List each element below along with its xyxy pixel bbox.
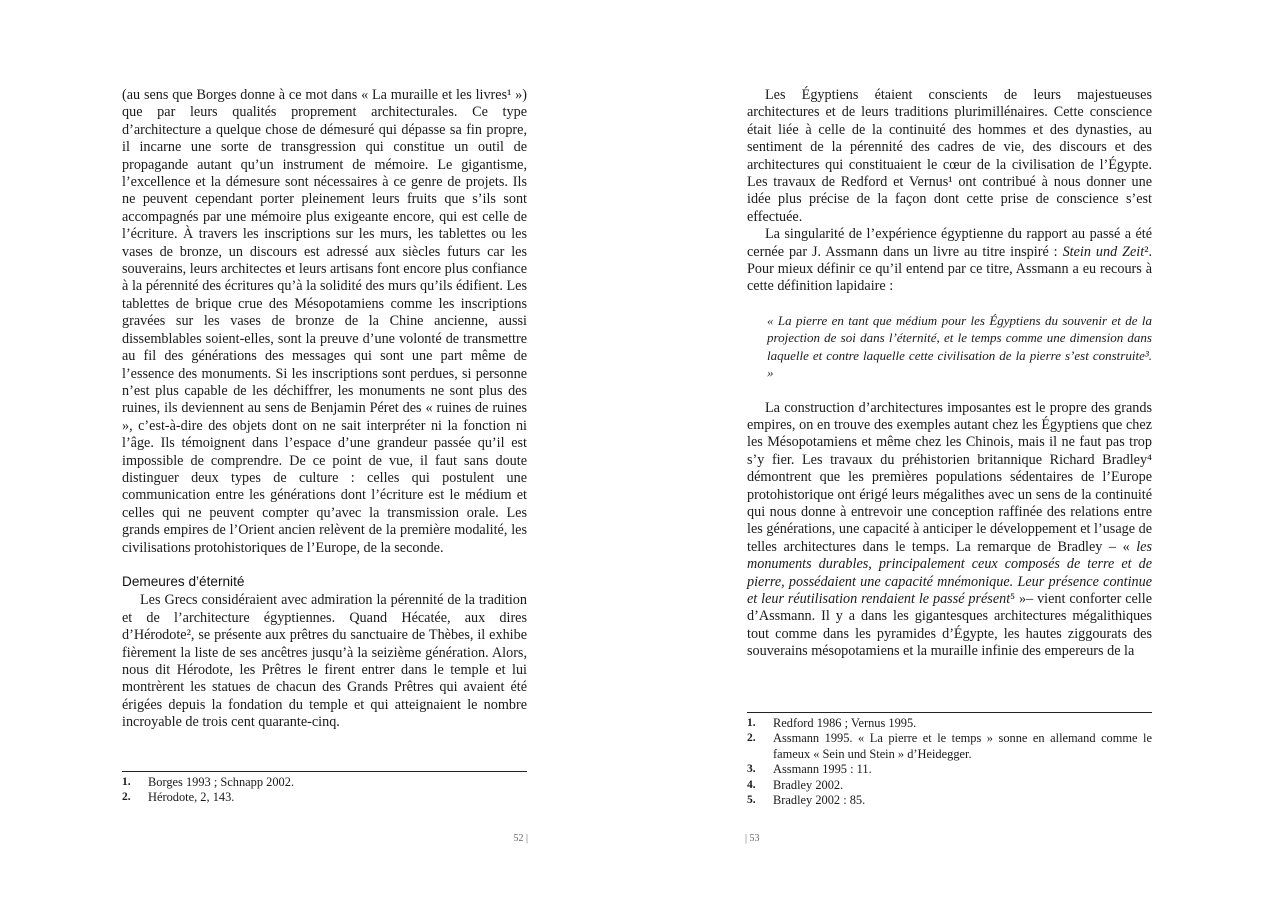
footnote-text: Assmann 1995 : 11.: [773, 762, 872, 777]
footnote-number: 1.: [122, 776, 131, 788]
footnote-text: Bradley 2002 : 85.: [773, 793, 866, 808]
quoted-passage: les monuments durables, principalement ceux composés de terre et de pierre, possédaient une capacité mnémonique. Leur présence continue et leur réutilisation rendaient le passé présent: [747, 538, 1152, 607]
page-number: | 53: [745, 833, 760, 844]
footnote-text: Assmann 1995. « La pierre et le temps » sonne en allemand comme le fameux « Sein und Stein » d’Heidegger.: [773, 731, 1152, 761]
footnote-text: Hérodote, 2, 143.: [148, 790, 235, 805]
footnote: [747, 716, 1152, 731]
footnote-number: 2.: [747, 732, 756, 745]
footnote-number: 5.: [747, 794, 756, 807]
footnote: [747, 793, 1152, 808]
body-paragraph: [747, 400, 1152, 661]
footnote: [747, 731, 1152, 762]
footnote-rule: [122, 771, 527, 772]
paragraph-text: La construction d’architectures imposantes est le propre des grands empires, on en trouve des exemples autant chez les Égyptiens que chez les Mésopotamiens et même chez les Chinois, mais il ne faut pas trop s’y fier. Les travaux du préhistorien britannique Richard Bradley⁴ démontrent que les premières populations sédentaires de l’Europe protohistorique ont érigé leurs mégalithes avec un sens de la continuité qui nous donne à entrevoir une conception raffinée des relations entre les générations, une capacité à anticiper le développement et l’usage de telles architectures dans le temps. La remarque de Bradley – «: [747, 399, 1152, 555]
footnotes: [747, 712, 1152, 808]
footnote-rule: [747, 712, 1152, 713]
footnote: [122, 775, 527, 790]
block-quote: « La pierre en tant que médium pour les Égyptiens du souvenir et de la projection de soi dans l’éternité, et le temps comme une dimension dans laquelle et contre laquelle cette civilisation de la pierre s’est construite³. »: [767, 312, 1152, 381]
paragraph-text: ². Pour mieux définir ce qu’il entend par ce titre, Assmann a eu recours à cette définition lapidaire :: [747, 243, 1152, 295]
page-number: 52 |: [513, 833, 528, 844]
paragraph-text: ⁵ »– vient conforter celle d’Assmann. Il y a dans les gigantesques architectures mégalithiques tout comme dans les pyramides d’Égypte, les hautes ziggourats des souverains mésopotamiens et la muraille infinie des empereurs de la: [747, 590, 1152, 660]
body-paragraph: (au sens que Borges donne à ce mot dans « La muraille et les livres¹ ») que par leurs qualités proprement architecturales. Ce type d’architecture a quelque chose de démesuré qui dépasse sa fin propre, il incarne une sorte de transgression qui constitue un outil de propagande autant qu’un instrument de mémoire. Le gigantisme, l’excellence et la démesure sont nécessaires à ce genre de projets. Ils ne peuvent cependant porter pleinement leurs fruits que s’ils sont accompagnés par une mémoire plus exigeante encore, qui est celle de l’écriture. À travers les inscriptions sur les murs, les tablettes ou les vases de bronze, un discours est adressé aux siècles futurs car les souverains, leurs architectes et leurs artisans font encore plus confiance à la pérennité des écritures qu’à la solidité des murs qu’ils édifient. Les tablettes de brique crue des Mésopotamiens comme les inscriptions gravées sur les vases de bronze de la Chine ancienne, aussi dissemblables soient-elles, sont la preuve d’une volonté de transmettre au fil des générations des messages qui sont une part même de l’essence des monuments. Si les inscriptions sont perdues, si personne n’est plus capable de les déchiffrer, les monuments ne sont plus des ruines, ils deviennent au sens de Benjamin Péret des « ruines de ruines », c’est-à-dire des objets dont on ne sait interpréter ni la fonction ni l’âge. Ils témoignent dans l’espace d’une grandeur passée qu’il est impossible de comprendre. De ce point de vue, il faut sans doute distinguer deux types de culture : celles qui postulent une communication entre les générations dont l’écriture est le médium et celles qui ne peuvent compter qu’avec la transmission orale. Les grands empires de l’Orient ancien relèvent de la première modalité, les civilisations protohistoriques de l’Europe, de la seconde.: [122, 87, 527, 556]
footnote-text: Borges 1993 ; Schnapp 2002.: [148, 775, 295, 789]
left-text-column: [122, 87, 527, 732]
footnote-number: 4.: [747, 778, 756, 791]
paragraph-text: La singularité de l’expérience égyptienne du rapport au passé a été cernée par J. Assmann dans un livre au titre inspiré :: [747, 226, 1152, 260]
footnote-number: 2.: [122, 791, 131, 804]
footnote: [747, 762, 1152, 777]
footnotes: [122, 771, 527, 806]
section-heading: Demeures d’éternité: [122, 573, 245, 589]
right-text-column: [747, 87, 1152, 661]
footnote: [747, 778, 1152, 793]
footnote: [122, 790, 527, 805]
footnote-number: 1.: [747, 717, 756, 729]
footnote-text: Bradley 2002.: [773, 777, 844, 792]
body-paragraph: Les Grecs considéraient avec admiration la pérennité de la tradition et de l’architecture égyptiennes. Quand Hécatée, aux dires d’Hérodote², se présente aux prêtres du sanctuaire de Thèbes, il exhibe fièrement la liste de ses ancêtres jusqu’à la seizième génération. Alors, nous dit Hérodote, les Prêtres le firent entrer dans le temple et lui montrèrent les statues de chacun des Grands Prêtres qui avaient été érigées depuis la fondation du temple et qui atteignaient le nombre incroyable de trois cent quarante-cinq.: [122, 592, 527, 731]
book-title: Stein und Zeit: [1062, 243, 1145, 260]
footnote-number: 3.: [747, 763, 756, 776]
right-page: [636, 0, 1272, 904]
body-paragraph: [747, 226, 1152, 296]
footnote-text: Redford 1986 ; Vernus 1995.: [773, 716, 917, 730]
body-paragraph: Les Égyptiens étaient conscients de leurs majestueuses architectures et de leurs traditions plurimillénaires. Cette conscience était liée à celle de la continuité des hommes et des dynasties, au sentiment de la pérennité des cadres de vie, des discours et des architectures qui constituaient le cœur de la civilisation de l’Égypte. Les travaux de Redford et Vernus¹ ont contribué à nous donner une idée plus précise de la façon dont cette prise de conscience s’est effectuée.: [747, 87, 1152, 225]
